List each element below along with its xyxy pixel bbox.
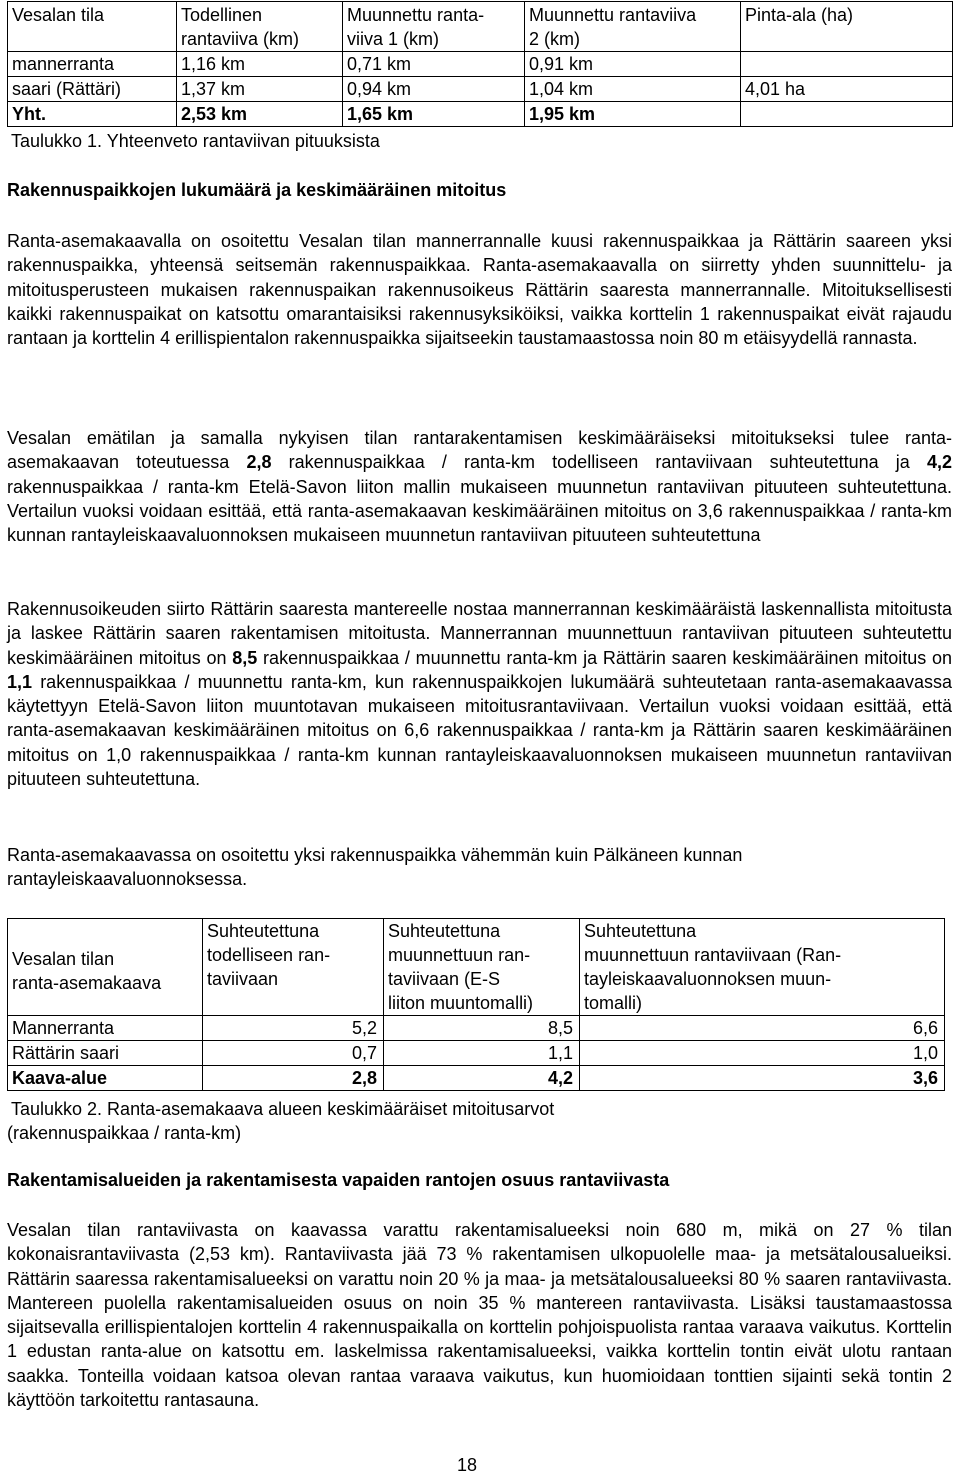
table-header-cell: Suhteutettuna muunnettuun rantaviivaan (Ran- tayleiskaavaluonnoksen muun- tomalli) (580, 919, 945, 1016)
table-cell: Yht. (8, 102, 177, 127)
paragraph (7, 426, 952, 547)
table-header-row (8, 2, 953, 52)
table-cell: 1,37 km (177, 77, 343, 102)
text-run: rakennuspaikkaa / muunnettu ranta-km, kun rakennuspaikkojen lukumäärä suhteutetaan ranta-asemakaavassa käytettyyn Etelä-Savon liiton muuntotavan mukaiseen mitoitusrantaviivaan. Vertailun vuoksi voidaan esittää, että ranta-asemakaavan keskimääräinen mitoitus on 6,6 rakennuspaikkaa / ranta-km ja Rättärin saaren keskimääräinen mitoitus on 1,0 rakennuspaikkaa / ranta-km kunnan rantayleiskaavaluonnoksen mukaiseen muunnetun rantaviivan pituuteen suhteutettuna. (7, 671, 952, 790)
table-cell: 1,65 km (343, 102, 525, 127)
text-run: rakennuspaikkaa / muunnettu ranta-km ja Rättärin saaren keskimääräinen mitoitus on (257, 647, 952, 668)
table-cell: 4,2 (384, 1066, 580, 1091)
table-cell: Kaava-alue (8, 1066, 203, 1091)
caption-line: Taulukko 2. Ranta-asemakaava alueen keskimääräiset mitoitusarvot (11, 1099, 555, 1119)
paragraph: Vesalan tilan rantaviivasta on kaavassa varattu rakentamisalueeksi noin 680 m, mikä on 27 % tilan kokonaisrantaviivasta (2,53 km). Rantaviivasta jää 73 % rakentamisen ulkopuolelle maa- ja metsätalousalueiksi. Rättärin saaressa rakentamisalueeksi on varattu noin 20 % ja maa- ja metsätalousalueeksi 80 % saaren rantaviivasta. Mantereen puolella rakentamisalueiden osuus on noin 35 % mantereen rantaviivasta. Lisäksi taustamaastossa sijaitsevalla erillispientalojen korttelin 4 rakennuspaikalla on korttelin pohjoispuolista rantaa varaava vaikutus. Korttelin 1 edustan ranta-alue on katsottu em. laskelmissa rakentamisalueeksi, vaikka korttelin tontin eivät ulotu rantaan saakka. Tonteilla voidaan katsoa olevan rantaa varaava vaikutus, kun huomioidaan tonttien sijainti sekä tontin 2 käyttöön tarkoitettu rantasauna. (7, 1220, 952, 1411)
table-header-row (8, 919, 945, 1016)
table-cell: 2,8 (203, 1066, 384, 1091)
table-cell: 4,01 ha (741, 77, 953, 102)
text-run: rakennuspaikkaa / ranta-km Etelä-Savon liiton mallin mukaiseen muunnetun rantaviivan pituuteen suhteutettuna. Vertailun vuoksi voidaan esittää, että ranta-asemakaavan keskimääräinen mitoitus on 3,6 rakennuspaikkaa / ranta-km kunnan rantayleiskaavaluonnoksen mukaiseen muunnetun rantaviivan pituuteen suhteutettuna (7, 476, 952, 546)
table-cell: 0,91 km (525, 52, 741, 77)
dimensioning-values-table (7, 918, 945, 1091)
table-cell: mannerranta (8, 52, 177, 77)
table2-caption (7, 1097, 707, 1146)
table-header-cell: Vesalan tilan ranta-asemakaava (8, 919, 203, 1016)
shoreline-summary-table (7, 1, 953, 127)
table-cell: Mannerranta (8, 1016, 203, 1041)
table-cell (741, 52, 953, 77)
table-cell: 0,94 km (343, 77, 525, 102)
text-run: rakennuspaikkaa / ranta-km todelliseen rantaviivaan suhteutettuna ja (271, 452, 927, 473)
paragraph: Ranta-asemakaavassa on osoitettu yksi rakennuspaikka vähemmän kuin Pälkäneen kunnan rantayleiskaavaluonnoksessa. (7, 845, 743, 890)
paragraph: Ranta-asemakaavalla on osoitettu Vesalan tilan mannerrannalle kuusi rakennuspaikkaa ja Rättärin saareen yksi rakennuspaikka, yhteensä seitsemän rakennuspaikkaa. Ranta-asemakaavalla on siirretty yhden suunnittelu- ja mitoitusperusteen mukaisen rakennuspaikan rakennusoikeus Rättärin saaresta mannerrannalle. Mitoituksellisesti kaikki rakennuspaikat on katsottu omarantaisiksi rakennusyksiköiksi, vaikka korttelin 1 rakennuspaikat eivät rajaudu rantaan ja korttelin 4 erillispientalon rakennuspaikka sijaitseekin taustamaastossa noin 80 m etäisyydellä rannasta. (7, 231, 952, 349)
section-heading: Rakentamisalueiden ja rakentamisesta vapaiden rantojen osuus rantaviivasta (7, 1170, 670, 1190)
table-row (8, 1066, 945, 1091)
table-cell: 0,71 km (343, 52, 525, 77)
bold-value: 2,8 (246, 452, 272, 473)
table-header-cell: Muunnettu ranta- viiva 1 (km) (343, 2, 525, 52)
table-cell: 1,1 (384, 1041, 580, 1066)
page-number: 18 (456, 1455, 478, 1475)
bold-value: 1,1 (7, 671, 33, 692)
bold-value: 4,2 (926, 452, 952, 473)
table-cell: 8,5 (384, 1016, 580, 1041)
table-header-cell: Todellinen rantaviiva (km) (177, 2, 343, 52)
caption-line: (rakennuspaikkaa / ranta-km) (7, 1123, 242, 1144)
table-header-cell: Pinta-ala (ha) (741, 2, 953, 52)
table-row (8, 1016, 945, 1041)
table-cell: 1,04 km (525, 77, 741, 102)
table-cell: 1,0 (580, 1041, 945, 1066)
table-row (8, 52, 953, 77)
table-cell: 3,6 (580, 1066, 945, 1091)
table-cell: saari (Rättäri) (8, 77, 177, 102)
table-header-cell: Muunnettu rantaviiva 2 (km) (525, 2, 741, 52)
table-cell: 1,16 km (177, 52, 343, 77)
table-row (8, 102, 953, 127)
text-run: Rakennusoikeuden siirto Rättärin saaresta mantereelle nostaa mannerrannan keskimääräistä laskennallista mitoitusta ja laskee Rättärin saaren rakentamisen mitoitusta. Mannerrannan muunnettuun rantaviivan pituuteen suhteutettu keskimääräinen mitoitus on (7, 599, 952, 668)
table-cell: 2,53 km (177, 102, 343, 127)
table-cell: 5,2 (203, 1016, 384, 1041)
table1-caption: Taulukko 1. Yhteenveto rantaviivan pituuksista (11, 131, 380, 151)
text-run: Vesalan emätilan ja samalla nykyisen tilan rantarakentamisen keskimääräiseksi mitoitukseksi tulee ranta-asemakaavan toteutuessa (7, 428, 952, 473)
table-cell (741, 102, 953, 127)
table-header-cell: Suhteutettuna muunnettuun ran- taviivaan (E-S liiton muuntomalli) (384, 919, 580, 1016)
table-cell: 1,95 km (525, 102, 741, 127)
paragraph (7, 597, 952, 791)
bold-value: 8,5 (232, 647, 258, 668)
table-header-cell: Suhteutettuna todelliseen ran- taviivaan (203, 919, 384, 1016)
section-heading: Rakennuspaikkojen lukumäärä ja keskimääräinen mitoitus (7, 180, 507, 200)
table-row (8, 77, 953, 102)
table-cell: 6,6 (580, 1016, 945, 1041)
table-cell: 0,7 (203, 1041, 384, 1066)
table-row (8, 1041, 945, 1066)
table-header-cell: Vesalan tila (8, 2, 177, 52)
table-cell: Rättärin saari (8, 1041, 203, 1066)
